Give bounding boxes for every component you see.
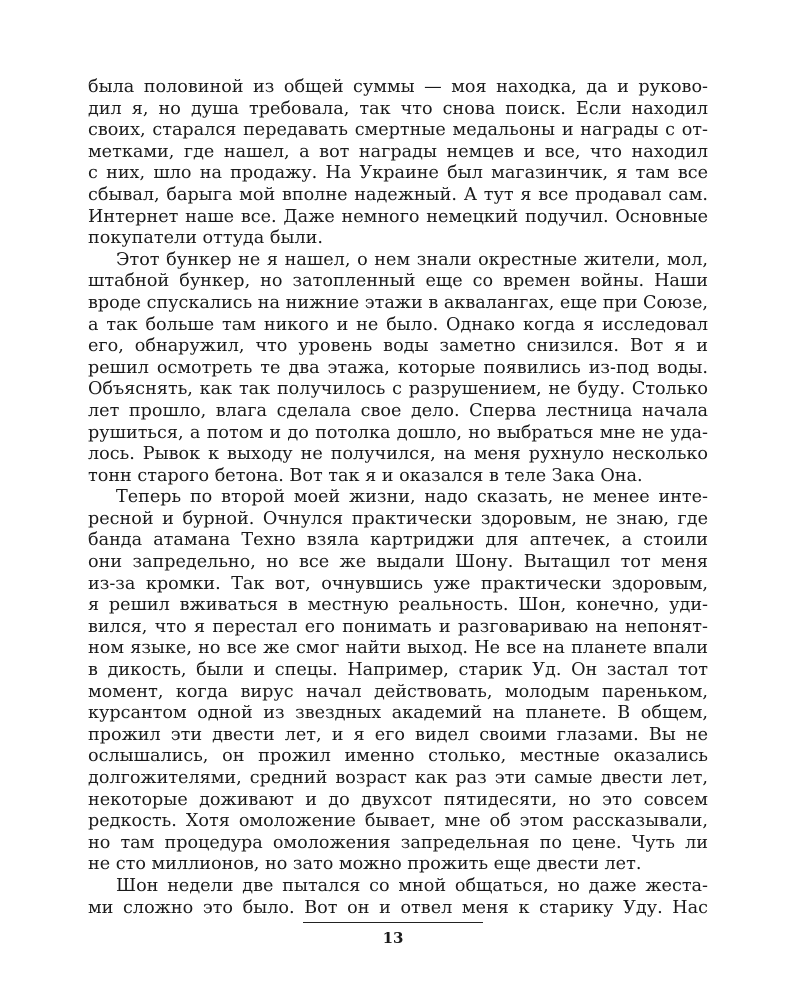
text-line: момент, когда вирус начал действовать, молодым пареньком, <box>88 681 708 702</box>
paragraph-3 <box>88 487 708 876</box>
text-line: ми сложно это было. Вот он и отвел меня к старику Уду. Нас <box>88 897 708 918</box>
text-line: Объяснять, как так получилось с разрушением, не буду. Столько <box>88 379 708 400</box>
text-line: сбывал, барыга мой вполне надежный. А тут я все продавал сам. <box>88 184 708 205</box>
text-line: Интернет наше все. Даже немного немецкий подучил. Основные <box>88 206 708 227</box>
text-line: Шон недели две пытался со мной общаться, но даже жеста- <box>116 875 708 896</box>
text-line: метками, где нашел, а вот награды немцев и все, что находил <box>88 141 708 162</box>
text-line: курсантом одной из звездных академий на планете. В общем, <box>88 703 708 724</box>
text-line: а так больше там никого и не было. Однако когда я исследовал <box>88 314 708 335</box>
page-body <box>88 77 708 919</box>
paragraph-2 <box>88 250 708 488</box>
text-line: лось. Рывок к выходу не получился, на меня рухнуло несколько <box>88 444 708 465</box>
text-line: но там процедура омоложения запредельная по цене. Чуть ли <box>88 832 708 853</box>
text-line: ном языке, но все же смог найти выход. Не все на планете впали <box>88 638 708 659</box>
text-line: рушиться, а потом и до потолка дошло, но выбраться мне не уда- <box>88 422 708 443</box>
paragraph-4 <box>88 876 708 919</box>
text-line: с них, шло на продажу. На Украине был магазинчик, я там все <box>88 163 708 184</box>
text-line: ослышались, он прожил именно столько, местные оказались <box>88 746 708 767</box>
text-line: Этот бункер не я нашел, о нем знали окрестные жители, мол, <box>116 249 708 270</box>
text-line: прожил эти двести лет, и я его видел своими глазами. Вы не <box>88 724 708 745</box>
text-line: вился, что я перестал его понимать и разговариваю на непонят- <box>88 616 708 637</box>
text-line: в дикость, были и спецы. Например, старик Уд. Он застал тот <box>88 660 708 681</box>
text-line: не сто миллионов, но зато можно прожить еще двести лет. <box>88 854 642 875</box>
text-line: своих, старался передавать смертные медальоны и награды с от- <box>88 120 708 141</box>
page-number: 13 <box>382 929 404 947</box>
text-line: дил я, но душа требовала, так что снова поиск. Если находил <box>88 98 708 119</box>
text-line: была половиной из общей суммы — моя находка, да и руково- <box>88 77 708 97</box>
text-line: они запредельно, но все же выдали Шону. Вытащил тот меня <box>88 552 708 573</box>
text-line: его, обнаружил, что уровень воды заметно снизился. Вот я и <box>88 336 708 357</box>
text-line: банда атамана Техно взяла картриджи для аптечек, а стоили <box>88 530 708 551</box>
text-line: ресной и бурной. Очнулся практически здоровым, не знаю, где <box>88 508 708 529</box>
text-line: некоторые доживают и до двухсот пятидесяти, но это совсем <box>88 789 708 810</box>
text-line: штабной бункер, но затопленный еще со времен войны. Наши <box>88 271 708 292</box>
text-line: вроде спускались на нижние этажи в аквалангах, еще при Союзе, <box>88 292 708 313</box>
footer-rule <box>303 922 483 923</box>
text-line: долгожителями, средний возраст как раз эти самые двести лет, <box>88 768 708 788</box>
text-line: я решил вживаться в местную реальность. Шон, конечно, уди- <box>88 595 708 616</box>
paragraph-1 <box>88 77 708 250</box>
text-line: лет прошло, влага сделала свое дело. Сперва лестница начала <box>88 400 708 421</box>
text-line: Теперь по второй моей жизни, надо сказать, не менее инте- <box>116 487 708 508</box>
text-line: решил осмотреть те два этажа, которые появились из-под воды. <box>88 357 708 378</box>
text-line: редкость. Хотя омоложение бывает, мне об этом рассказывали, <box>88 811 708 832</box>
text-line: покупатели оттуда были. <box>88 228 323 249</box>
text-line: из-за кромки. Так вот, очнувшись уже практически здоровым, <box>88 573 708 594</box>
text-line: тонн старого бетона. Вот так я и оказался в теле Зака Она. <box>88 465 643 486</box>
